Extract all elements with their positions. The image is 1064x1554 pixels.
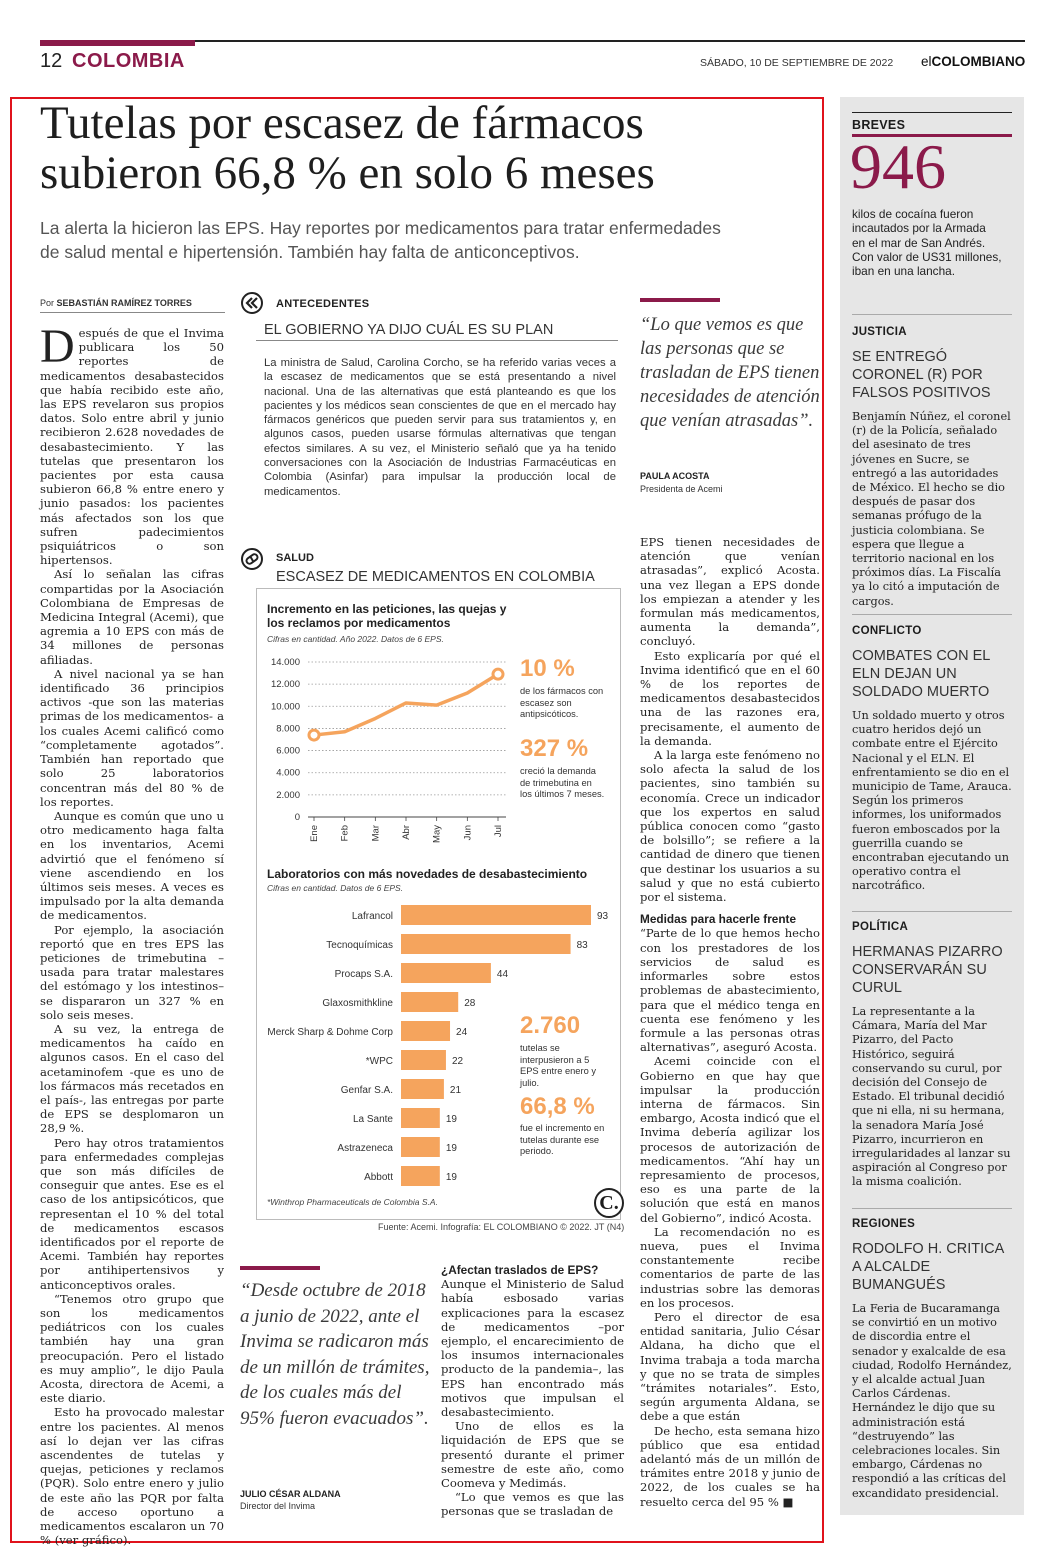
x-tick-label: Ene [309,825,320,842]
stat-trimebutina-value: 327 % [520,735,589,762]
line-chart [256,650,518,850]
quote-author-aldana: JULIO CÉSAR ALDANA [240,1489,341,1499]
brand-logo: elCOLOMBIANO [921,54,1026,69]
bar-category-label: Merck Sharp & Dohme Corp [267,1027,393,1038]
line-endpoint [493,669,503,679]
antecedentes-text: La ministra de Salud, Carolina Corcho, se ha referido varias veces a la escasez de medicamentos que se está presentando a nivel nacional. Una de las alternativas que está planteando es que los pacientes y los médicos sean conscientes de que en el mercado hay fármacos genéricos que pueden servir para sus tratamientos y, en algunos casos, pueden usarse fórmulas alternativas que tengan efectos similares. A su vez, el Ministerio señaló que ya ha tenido conversaciones con la Asociación de Industrias Farmacéuticas en Colombia (Asinfar) para impulsar la producción local de medicamentos. [264,357,616,498]
subhead-medidas: Medidas para hacerle frente [640,912,797,927]
y-tick-label: 6.000 [276,745,300,757]
y-tick-label: 4.000 [276,767,300,779]
bar-value-label: 19 [445,1114,457,1125]
brief-conflicto: CONFLICTO COMBATES CON EL ELN DEJAN UN SOLDADO MUERTO Un soldado muerto y otros cuatro heridos dejó un combate entre el Ejército Nacional y el ELN. El enfrentamiento se dio en el municipio de Tame, Arauca. Según los primeros informes, los uniformados fueron emboscados por la guerrilla cuando se encontraban ejecutando un operativo contra el narcotráfico. [852,625,1012,893]
line-chart-title: Incremento en las peticiones, las quejas y los reclamos por medicamentos [267,602,507,630]
big-number-text: kilos de cocaína fueron incautados por la Armada en el mar de San Andrés. Con valor de US31 millones, iban en una lancha. [852,207,1002,279]
infographic-footnote: *Winthrop Pharmaceuticals de Colombia S.A. [267,1197,438,1207]
antecedentes-label: ANTECEDENTES [276,298,370,310]
y-tick-label: 8.000 [276,723,300,735]
breves-top-rule [852,112,1012,113]
rewind-icon [241,292,263,314]
article-column-3: EPS tienen necesidades de atención que venían atrasadas”, explicó Acosta. una vez llegan a EPS donde los empiezan a atender y les formulan más medicamentos, aumenta la demanda”, concluyó. Esto explicaría por qué el Invima identificó que en el 60 % de los reportes de medicamentos desabastecidos una de las razones era, precisamente, el aumento de la demanda. A la larga este fenómeno no solo afecta la salud de los pacientes, sino también su economía. Crece un indicador que los expertos en salud pública conocen como “gasto de bolsillo”; se refiere a la cantidad de dinero que tienen que destinar los usuarios a su salud y que no está cubierto por el sistema. Medidas para hacerle frente “Parte de lo que hemos hecho con los prestadores de los servicios de salud es informarles sobre estos problemas de abastecimiento, para que el médico tenga en cuenta ese fenómeno y les formule a las personas otras alternativas”, aseguró Acosta. Acemi coincide con el Gobierno en que hay que impulsar la producción interna de fármacos. Sin embargo, Acosta indicó que el Invima debería agilizar los procesos de autorización de medicamentos. “Ahí hay un represamiento de procesos, eso es una parte de la solución que está en manos del Gobierno”, indicó Acosta. La recomendación no es nueva, pues el Invima constantemente recibe comentarios de parte de las industrias sobre las demoras en los procesos. Pero el director de esa entidad sanitaria, Julio César Aldana, ha dicho que el Invima trabaja a toda marcha y que no se trata de simples “trámites notariales”. Esto, según argumenta Aldana, se debe a que están De hecho, esta semana hizo público que esa entidad adelantó más de un millón de trámites entre 2018 y junio de 2022, de los cuales se ha resuelto cerca del 95 % ■ [640,535,820,1509]
quote-author-acosta: PAULA ACOSTA [640,471,710,481]
subhead-traslados: ¿Afectan traslados de EPS? [441,1263,599,1277]
brief-regiones: REGIONES RODOLFO H. CRITICA A ALCALDE BUMANGUÉS La Feria de Bucaramanga se convirtió en un motivo de discordia entre el senador y exalcalde de esa ciudad, Rodolfo Hernández, y el alcalde actual Juan Carlos Cárdenas. Hernández le dijo que su administración está “destruyendo” las celebraciones locales. Sin embargo, Cárdenas no respondió a las críticas del excandidato presidencial. [852,1218,1012,1500]
y-tick-label: 0 [294,812,300,823]
y-tick-label: 12.000 [270,679,300,691]
bar-category-label: Tecnoquímicas [326,940,393,951]
bar-category-label: Astrazeneca [337,1143,393,1154]
bar-category-label: Glaxosmithkline [322,998,393,1009]
sidebar-rule [852,614,1012,615]
bar-chart-subtitle: Cifras en cantidad. Datos de 6 EPS. [267,883,404,893]
line-chart-subtitle: Cifras en cantidad. Año 2022. Datos de 6 EPS. [267,634,444,644]
bar-value-label: 28 [464,998,476,1009]
big-number: 946 [850,131,946,202]
bar [401,905,591,925]
antecedentes-rule [256,340,618,341]
infographic-label: SALUD [276,552,314,564]
bar-category-label: *WPC [365,1056,393,1067]
stat-tutelas-text: tutelas se interpusieron a 5 EPS entre enero y julio. [520,1043,596,1088]
bar [401,1166,440,1186]
bar [401,1021,450,1041]
drop-cap: D [40,320,75,373]
x-tick-label: Mar [370,825,382,842]
stat-trimebutina-text: creció la demanda de trimebutina en los últimos 7 meses. [520,766,605,799]
bar [401,992,458,1012]
bar-value-label: 44 [496,969,509,980]
line-endpoint [309,730,319,740]
quote-bar [240,1266,320,1270]
bar [401,1050,446,1070]
antecedentes-title: EL GOBIERNO YA DIJO CUÁL ES SU PLAN [264,322,554,338]
stat-tutelas-value: 2.760 [520,1012,581,1039]
x-tick-label: May [431,825,443,843]
x-tick-label: Jul [493,825,504,838]
quote-role-acosta: Presidenta de Acemi [640,484,723,494]
deck: La alerta la hicieron las EPS. Hay reportes por medicamentos para tratar enfermedades de salud mental e hipertensión. También hay falta de anticonceptivos. [40,218,721,262]
infographic-source: Fuente: Acemi. Infografía: EL COLOMBIANO © 2022. JT (N4) [378,1222,625,1232]
quote-role-aldana: Director del Invima [240,1501,316,1511]
bar-category-label: Genfar S.A. [340,1085,393,1096]
y-tick-label: 14.000 [270,657,300,668]
breves-label: BREVES [852,118,906,132]
headline: Tutelas por escasez de fármacos subieron 66,8 % en solo 6 meses [40,97,655,199]
y-tick-label: 10.000 [270,701,300,713]
sidebar-rule [852,314,1012,315]
x-tick-label: Jun [462,825,474,841]
bar-category-label: Abbott [364,1172,393,1183]
bar-category-label: La Sante [352,1114,393,1125]
stat-incremento-value: 66,8 % [520,1093,595,1120]
bar-value-label: 22 [451,1056,464,1067]
byline: Por SEBASTIÁN RAMÍREZ TORRES [40,298,192,308]
brief-justicia: JUSTICIA SE ENTREGÓ CORONEL (R) POR FALSOS POSITIVOS Benjamín Núñez, el coronel (r) de la Policía, señalado del asesinato de tres jóvenes en Sucre, se entregó a las autoridades de México. El hecho se dio después de pasar dos semanas prófugo de la justicia colombiana. Se espera que llegue a territorio nacional en los próximos días. La Fiscalía ya lo citó a imputación de cargos. [852,326,1011,608]
stat-incremento-text: fue el incremento en tutelas durante ese periodo. [520,1123,605,1156]
article-column-2: ¿Afectan traslados de EPS? Aunque el Ministerio de Salud había esbosado varias explicaciones para la escasez de medicamentos –por ejemplo, el encarecimiento de los insumos internacionales producto de la pandemia–, las EPS han encontrado más motivos que impulsan el desabastecimiento. Uno de ellos es la liquidación de EPS que se presentó durante el primer semestre de este año, como Coomeva y Medimás. “Lo que vemos es que las personas que se trasladan de [441,1263,624,1519]
bar-value-label: 24 [456,1027,468,1038]
stat-antipsicoticos-value: 10 % [520,655,575,682]
quote-bar [640,298,720,302]
bar [401,1137,440,1157]
issue-date: SÁBADO, 10 DE SEPTIEMBRE DE 2022 [700,57,894,69]
infographic-title: ESCASEZ DE MEDICAMENTOS EN COLOMBIA [276,569,595,585]
bar-value-label: 19 [445,1172,457,1183]
line-series [314,674,498,735]
bar [401,1108,440,1128]
bar [401,934,571,954]
byline-rule [40,312,225,313]
bar-category-label: Lafrancol [351,911,393,922]
el-colombiano-logo: C. [594,1188,624,1218]
page-number: 12 [40,50,63,72]
bar-value-label: 93 [597,911,609,922]
section-name: COLOMBIA [72,50,185,72]
stat-antipsicoticos-text: de los fármacos con escasez son antipsicóticos. [520,686,604,719]
pull-quote-aldana: “Desde octubre de 2018 a junio de 2022, ante el Invima se radicaron más de un millón de trámites, de los cuales más del 95% fueron evacuados”. [240,1280,430,1429]
bar-value-label: 21 [449,1085,462,1096]
pill-icon [241,548,263,570]
brief-politica: POLÍTICA HERMANAS PIZARRO CONSERVARÁN SU CURUL La representante a la Cámara, María del Mar Pizarro, del Pacto Histórico, seguirá conservando su curul, por decisión del Consejo de Estado. El tribunal decidió que ni ella, ni su hermana, la senadora María José Pizarro, incurrieron en irregularidades al lanzar su aspiración al Congreso por la misma coalición. [852,921,1011,1189]
sidebar-rule [852,911,1012,912]
article-column-1: Después de que el Invima publicara los 50 reportes de medicamentos desabastecidos que había recibido este año, las EPS revelaron sus propios datos. Solo entre abril y junio recibieron 2.628 novedades de desabastecimiento. Y las tutelas que presentaron los pacientes por esta causa subieron 66,8 % entre enero y junio pasados: los pacientes más afectados son los que sufren padecimientos psiquiátricos o son hipertensos. Así lo señalan las cifras compartidas por la Asociación Colombiana de Empresas de Medicina Integral (Acemi), que agremia a 10 EPS con más de 34 millones de personas afiliadas. A nivel nacional ya se han identificado 36 principios activos -que son las materias primas de los medicamentos- a los cuales Acemi calificó como “completamente agotados”. También han reportado que solo 25 laboratorios concentran más del 80 % de los reportes. Aunque es común que uno u otro medicamento haga falta en los inventarios, Acemi advirtió que el fenómeno sí viene ascendiendo en los últimos seis meses. A veces es impulsado por la alta demanda de medicamentos. Por ejemplo, la asociación reportó que en tres EPS las peticiones de trimebutina –usada para tratar malestares del estómago y los intestinos– se dispararon un 327 % en solo seis meses. A su vez, la entrega de medicamentos ha caído en algunos casos. En el caso del acetaminofem -que es uno de los fármacos más recetados en el país-, las entregas por parte de EPS se desplomaron un 28,9 %. Pero hay otros tratamientos para enfermedades complejas que son más difíciles de conseguir que antes. Ese es el caso de los antipsicóticos, que representan el 10 % del total de medicamentos escasos identificados por el reporte de Acemi. También hay reportes por antihipertensivos y anticonceptivos orales. “Tenemos otro grupo que son los medicamentos pediátricos con los cuales también hay una gran preocupación. Pero el listado es muy amplio”, le dijo Paula Acosta, directora de Acemi, a este diario. Esto ha provocado malestar entre los pacientes. Al menos así lo dejan ver las cifras ascendentes de tutelas y quejas, peticiones y reclamos (PQR). Solo entre enero y julio de este año las PQR por falta de acceso oportuno a medicamentos escalaron un 70 % (ver gráfico). [40,320,224,1548]
bar-value-label: 83 [576,940,588,951]
bar-chart-title: Laboratorios con más novedades de desabastecimiento [267,867,588,881]
x-tick-label: Abr [401,825,412,840]
y-tick-label: 2.000 [276,789,300,801]
pull-quote-acosta: “Lo que vemos es que las personas que se trasladan de EPS tienen necesidades de atención que venían atrasadas”. [640,315,820,431]
sidebar-rule [852,1208,1012,1209]
bar [401,963,491,983]
bar [401,1079,444,1099]
bar-category-label: Procaps S.A. [334,969,393,980]
section-color-bar [40,40,195,46]
bar-value-label: 19 [445,1143,457,1154]
x-tick-label: Feb [339,825,351,842]
